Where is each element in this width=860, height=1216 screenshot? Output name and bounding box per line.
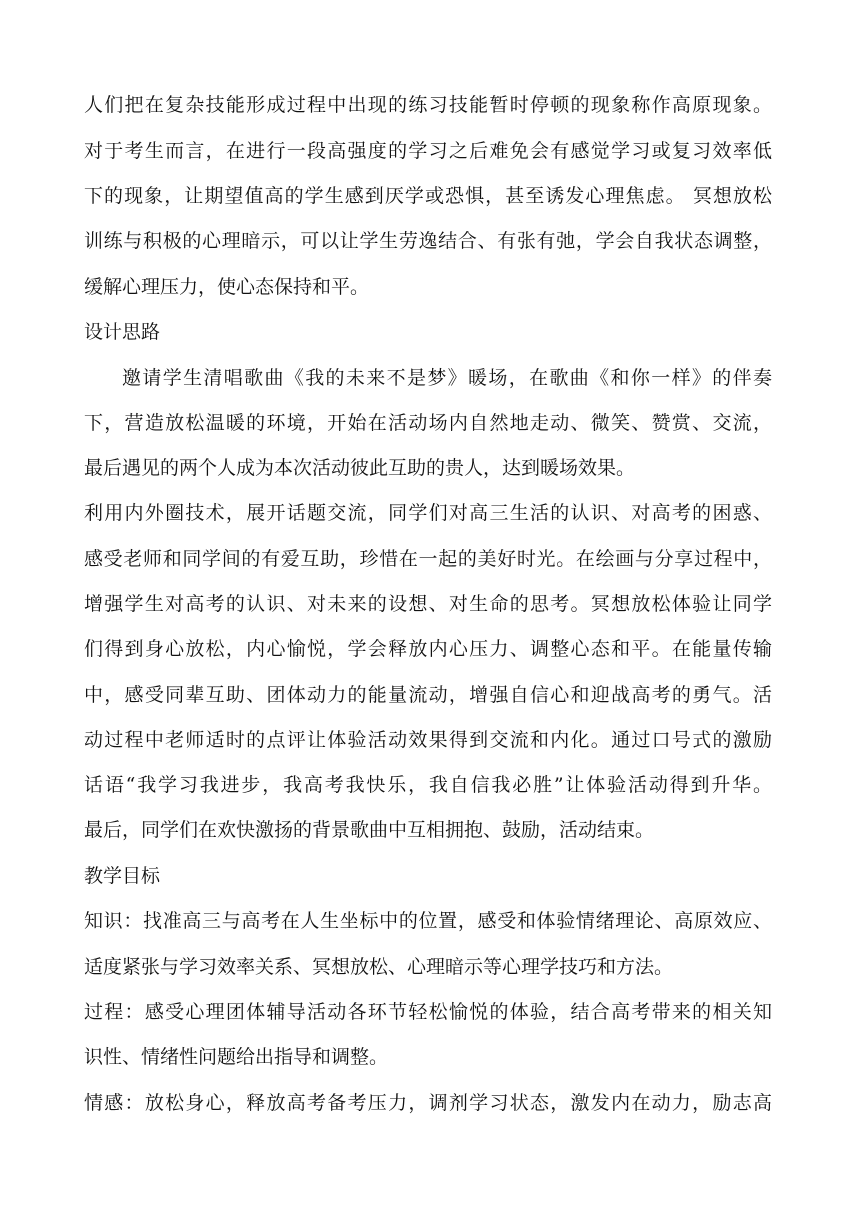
text-line: 最后，同学们在欢快激扬的背景歌曲中互相拥抱、鼓励，活动结束。 [84,819,655,841]
text-line: 对于考生而言，在进行一段高强度的学习之后难免会有感觉学习或复习效率低 [84,140,772,162]
text-line: 识性、情绪性问题给出指导和调整。 [84,1046,389,1068]
text-line: 训练与积极的心理暗示，可以让学生劳逸结合、有张有弛，学会自我状态调整， [84,230,772,252]
text-line: 利用内外圈技术，展开话题交流，同学们对高三生活的认识、对高考的困惑、 [84,502,772,524]
text-line: 下的现象，让期望值高的学生感到厌学或恐惧，甚至诱发心理焦虑。 冥想放松 [84,185,772,207]
text-line: 感受老师和同学间的有爱互助，珍惜在一起的美好时光。在绘画与分享过程中， [84,548,772,570]
section-heading-goals: 教学目标 [84,865,161,887]
text-line: 知识：找准高三与高考在人生坐标中的位置，感受和体验情绪理论、高原效应、 [84,910,772,932]
text-line: 中，感受同辈互助、团体动力的能量流动，增强自信心和迎战高考的勇气。活 [84,684,772,706]
text-line: 增强学生对高考的认识、对未来的设想、对生命的思考。冥想放松体验让同学 [84,593,772,615]
text-line: 人们把在复杂技能形成过程中出现的练习技能暂时停顿的现象称作高原现象。 [84,94,772,116]
section-heading-design: 设计思路 [84,321,161,343]
text-line: 动过程中老师适时的点评让体验活动效果得到交流和内化。通过口号式的激励 [84,729,772,751]
text-line: 情感：放松身心，释放高考备考压力，调剂学习状态，激发内在动力，励志高 [84,1092,772,1114]
text-line: 下，营造放松温暖的环境，开始在活动场内自然地走动、微笑、赞赏、交流， [84,412,772,434]
text-line: 们得到身心放松，内心愉悦，学会释放内心压力、调整心态和平。在能量传输 [84,638,772,660]
text-line: 邀请学生清唱歌曲《我的未来不是梦》暖场，在歌曲《和你一样》的伴奏 [122,367,772,389]
text-line: 过程：感受心理团体辅导活动各环节轻松愉悦的体验，结合高考带来的相关知 [84,1001,772,1023]
text-line: 话语“我学习我进步，我高考我快乐，我自信我必胜”让体验活动得到升华。 [84,774,772,796]
text-line: 适度紧张与学习效率关系、冥想放松、心理暗示等心理学技巧和方法。 [84,956,674,978]
text-line: 缓解心理压力，使心态保持和平。 [84,276,370,298]
text-line: 最后遇见的两个人成为本次活动彼此互助的贵人，达到暖场效果。 [84,457,636,479]
